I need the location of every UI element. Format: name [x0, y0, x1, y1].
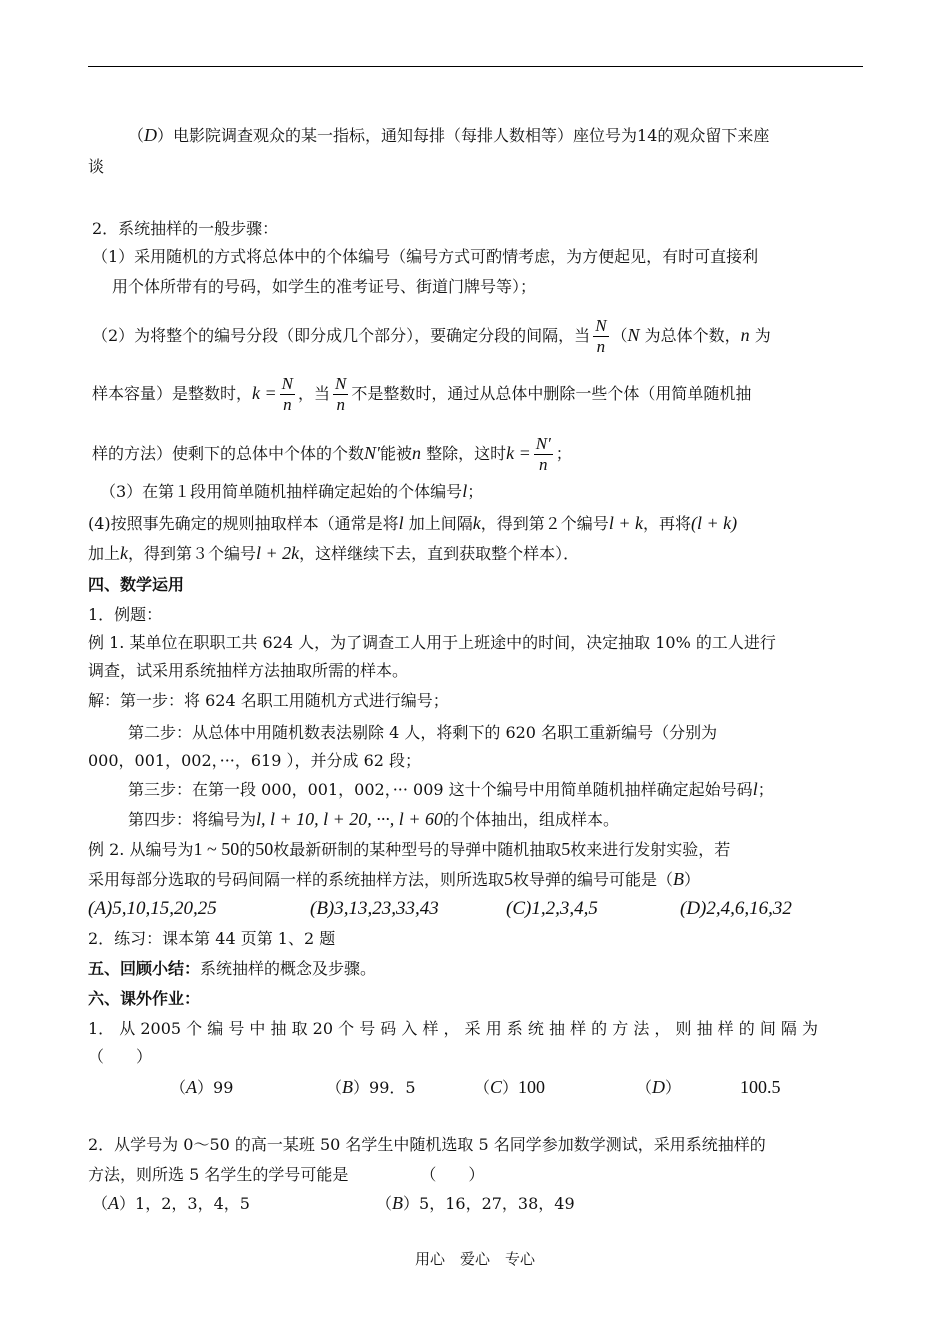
q2-option-a: （A）1，2，3，4，5	[92, 1193, 250, 1213]
header-rule	[88, 66, 863, 67]
solution-step-2-line-1: 第二步：从总体中用随机数表法剔除 4 人，将剩下的 620 名职工重新编号（分别为	[128, 723, 718, 742]
example-2-option-a: (A)5,10,15,20,25	[88, 898, 217, 919]
example-2-option-c: (C)1,2,3,4,5	[506, 898, 598, 919]
fraction-n-over-n: $\frac{N}{n}$	[595, 316, 607, 356]
page-footer: 用心 爱心 专心	[414, 1250, 535, 1268]
step-2-line-1: （2）为将整个的编号分段（即分成几个部分），要确定分段的间隔，当 $\frac{N}{n}$ （N 为总体个数，n 为	[92, 316, 771, 356]
homework-q1-line-2: （ ）	[88, 1047, 153, 1066]
homework-q2-line-2: 方法，则所选 5 名学生的学号可能是 （ ）	[88, 1165, 485, 1184]
option-d-line: （D）电影院调查观众的某一指标，通知每排（每排人数相等）座位号为14的观众留下来座	[128, 125, 770, 145]
example-2-line-1: 例 2. 从编号为1 ~ 50的50枚最新研制的某种型号的导弹中随机抽取5枚来进行发射实验，若	[88, 839, 731, 859]
step-2-line-2: 样本容量）是整数时，k = $\frac{N}{n}$ ，当 $\frac{N}{n}$ 不是整数时，通过从总体中删除一些个体（用简单随机抽	[92, 374, 752, 414]
examples-label: 1．例题：	[88, 605, 163, 624]
solution-step-4: 第四步：将编号为l, l + 10, l + 20, ···, l + 60的个体抽出，组成样本。	[128, 809, 619, 829]
section-5-line: 五、回顾小结：系统抽样的概念及步骤。	[88, 959, 377, 978]
step-2-line-3: 样的方法）使剩下的总体中个体的个数N′能被n 整除，这时k = $\frac{N'}{n}$ ；	[92, 434, 572, 474]
homework-q1-line-1: 1． 从 2005 个 编 号 中 抽 取 20 个 号 码 入 样 ， 采 用 系 统 抽 样 的 方 法 ， 则 抽 样 的 间 隔 为	[88, 1019, 819, 1038]
step-1-line-1: （1）采用随机的方式将总体中的个体编号（编号方式可酌情考虑，为方便起见，有时可直接利	[92, 247, 759, 266]
option-d-continuation: 谈	[88, 157, 105, 176]
example-2-line-2: 采用每部分选取的号码间隔一样的系统抽样方法，则所选取5枚导弹的编号可能是（B）	[88, 869, 701, 889]
section-6-heading: 六、课外作业：	[88, 989, 201, 1008]
q1-option-c: （C）100	[474, 1077, 546, 1097]
q1-option-a: （A）99	[170, 1077, 234, 1097]
step-3: （3）在第１段用简单随机抽样确定起始的个体编号l；	[100, 481, 484, 501]
solution-step-1: 解：第一步：将 624 名职工用随机方式进行编号；	[88, 691, 449, 710]
q1-extra-value: 100.5	[740, 1077, 781, 1097]
steps-heading: 2．系统抽样的一般步骤：	[92, 219, 279, 238]
step-1-line-2: 用个体所带有的号码，如学生的准考证号、街道门牌号等）；	[112, 277, 537, 296]
q1-option-d: （D）	[636, 1077, 682, 1097]
practice-line: 2．练习：课本第 44 页第 1、2 题	[88, 929, 336, 948]
step-4-line-2: 加上k，得到第３个编号l + 2k，这样继续下去，直到获取整个样本）．	[88, 543, 580, 563]
section-4-heading: 四、数学运用	[88, 575, 185, 594]
example-2-option-d: (D)2,4,6,16,32	[680, 898, 792, 919]
q2-option-b: （B）5，16，27，38，49	[376, 1193, 575, 1213]
solution-step-2-line-2: 000，001，002，···，619 ），并分成 62 段；	[88, 751, 422, 770]
example-2-option-b: (B)3,13,23,33,43	[310, 898, 439, 919]
solution-step-3: 第三步：在第一段 000，001，002，··· 009 这十个编号中用简单随机抽样确定起始号码l；	[128, 779, 774, 799]
step-4-line-1: (4)按照事先确定的规则抽取样本（通常是将l 加上间隔k，得到第２个编号l + k，再将(l + k)	[88, 513, 738, 533]
example-1-line-1: 例 1. 某单位在职职工共 624 人，为了调查工人用于上班途中的时间，决定抽取 10% 的工人进行	[88, 633, 776, 652]
q1-option-b: （B）99．5	[326, 1077, 416, 1097]
homework-q2-line-1: 2．从学号为 0～50 的高一某班 50 名学生中随机选取 5 名同学参加数学测试，采用系统抽样的	[88, 1135, 766, 1154]
example-1-line-2: 调查，试采用系统抽样方法抽取所需的样本。	[88, 661, 409, 680]
